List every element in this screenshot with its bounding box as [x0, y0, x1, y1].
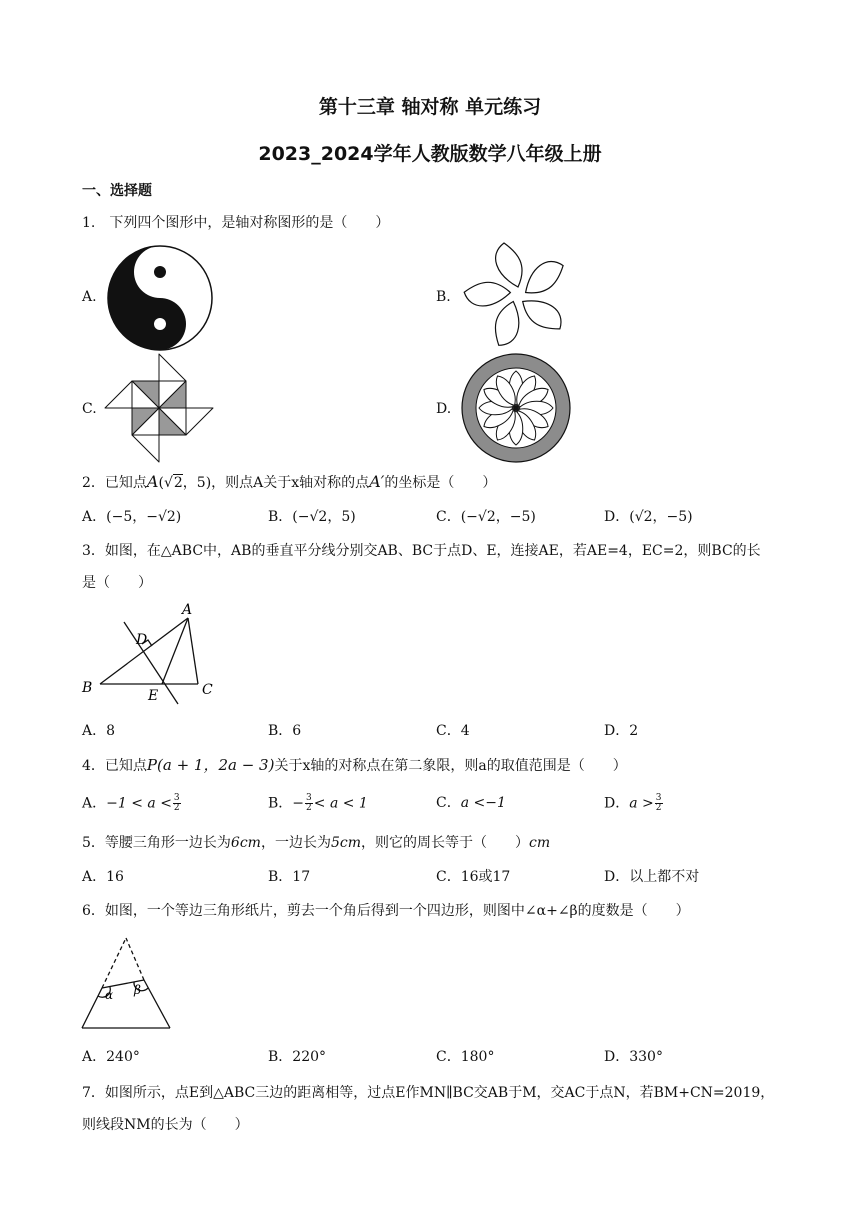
q6-alpha-label: α — [105, 988, 114, 1002]
q3-option-a: A．8 — [82, 723, 116, 739]
q6-option-b: B．220° — [268, 1049, 327, 1065]
q5-option-c: C．16或17 — [436, 869, 511, 885]
q6-triangle-figure — [78, 932, 176, 1032]
pinwheel-leaves-figure — [462, 238, 574, 352]
q2-point: A — [146, 472, 159, 491]
q3-option-c: C．4 — [436, 723, 470, 739]
q2-sqrt: 2 — [173, 475, 183, 491]
q3-label-C: C — [202, 682, 213, 698]
q6-beta-label: β — [134, 983, 141, 997]
q1-option-a: A. — [82, 289, 97, 305]
q2-stem: 2．已知点A(√2，5)，则点A关于x轴对称的点A′的坐标是（ ） — [82, 472, 497, 491]
q2-label: 2．已知点 — [82, 475, 147, 491]
q6-option-d: D．330° — [604, 1049, 663, 1065]
q2-option-b: B．(−√2，5) — [268, 509, 356, 525]
q4-option-d: D．a > $\frac{3}{2}$ — [604, 793, 662, 813]
q2-option-d: D．(√2，−5) — [604, 509, 693, 525]
q6-stem: 6．如图，一个等边三角形纸片，剪去一个角后得到一个四边形，则图中∠α+∠β的度数是（ ） — [82, 903, 690, 919]
q3-triangle-figure — [78, 600, 226, 710]
q2-mid: ，则点A关于x轴对称的点 — [211, 475, 370, 491]
q7-stem-line1: 7．如图所示，点E到△ABC三边的距离相等，过点E作MN∥BC交AB于M，交AC于点N，若BM+CN=2019， — [82, 1085, 775, 1101]
q3-label-E: E — [148, 688, 159, 704]
q3-label-D: D — [136, 632, 148, 648]
q6-option-a: A．240° — [82, 1049, 140, 1065]
q4-point: P(a + 1，2a − 3) — [146, 756, 275, 774]
q3-stem-line1: 3．如图，在△ABC中，AB的垂直平分线分别交AB、BC于点D、E，连接AE，若AE=4，EC=2，则BC的长 — [82, 543, 761, 559]
q1-stem: 1. 下列四个图形中，是轴对称图形的是（ ） — [82, 215, 390, 231]
q7-stem-line2: 则线段NM的长为（ ） — [82, 1117, 249, 1133]
q2-option-a: A．(−5，−√2) — [82, 509, 182, 525]
page-subtitle: 2023_2024学年人教版数学八年级上册 — [258, 143, 602, 165]
q2-tail: 的坐标是（ ） — [384, 475, 497, 491]
q3-option-b: B．6 — [268, 723, 302, 739]
q2-option-c: C．(−√2，−5) — [436, 509, 536, 525]
q3-stem-line2: 是（ ） — [82, 575, 152, 591]
q5-option-d: D．以上都不对 — [604, 869, 700, 885]
q1-option-b: B. — [436, 289, 451, 305]
section-heading: 一、选择题 — [82, 183, 152, 199]
q3-label-B: B — [82, 680, 93, 696]
q3-option-d: D．2 — [604, 723, 639, 739]
page-title: 第十三章 轴对称 单元练习 — [318, 96, 542, 118]
q2-point-prime: A′ — [369, 472, 385, 491]
q4-option-a: A．−1 < a < $\frac{3}{2}$ — [82, 793, 180, 813]
q3-label-A: A — [182, 602, 193, 618]
q5-stem: 5．等腰三角形一边长为6cm，一边长为5cm，则它的周长等于（ ）cm — [82, 835, 551, 851]
pinwheel-figure — [102, 352, 216, 464]
q5-option-a: A．16 — [82, 869, 124, 885]
q2-coord-rest: ，5) — [182, 475, 212, 491]
q5-option-b: B．17 — [268, 869, 311, 885]
q6-option-c: C．180° — [436, 1049, 495, 1065]
q4-stem: 4．已知点P(a + 1，2a − 3)关于x轴的对称点在第二象限，则a的取值范围是（ ） — [82, 756, 627, 774]
q4-option-c: C．a <−1 — [436, 795, 506, 811]
q1-option-c: C. — [82, 401, 97, 417]
q4-option-b: B．− $\frac{3}{2}$ < a < 1 — [268, 793, 368, 813]
flower-figure — [460, 352, 572, 464]
q1-option-d: D. — [436, 401, 452, 417]
yin-yang-figure — [104, 244, 216, 352]
q2-coord-open: ( — [158, 475, 164, 491]
